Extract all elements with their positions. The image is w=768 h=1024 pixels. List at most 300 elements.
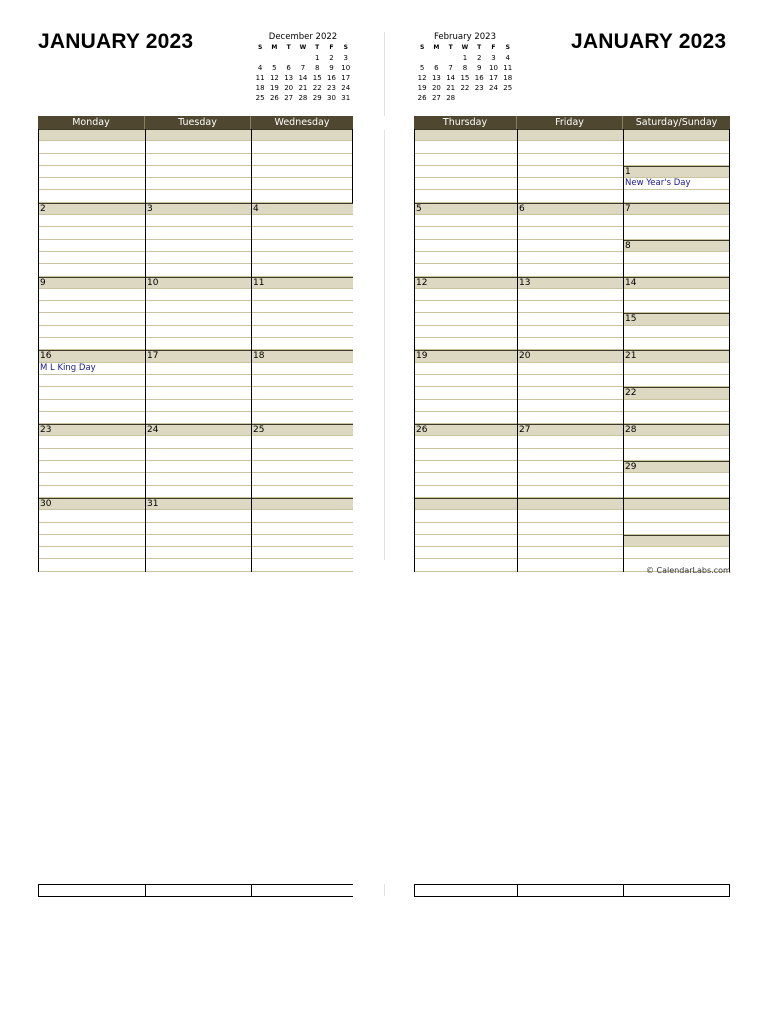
mini-calendar-date: 15 bbox=[460, 74, 470, 82]
mini-calendar-date: 10 bbox=[341, 64, 351, 72]
mini-calendar-date: 5 bbox=[272, 64, 277, 72]
note-line bbox=[39, 227, 145, 239]
note-line bbox=[415, 252, 517, 264]
note-line bbox=[518, 473, 623, 485]
mini-calendar-date: 12 bbox=[269, 74, 279, 82]
calendar-week bbox=[38, 424, 353, 498]
mini-calendar-dow: M bbox=[433, 44, 440, 51]
note-line bbox=[624, 486, 729, 498]
note-line bbox=[415, 264, 517, 276]
note-line bbox=[252, 301, 353, 313]
mini-calendar-date: 6 bbox=[434, 64, 439, 72]
day-number: 8 bbox=[624, 240, 729, 252]
mini-calendar-dow: T bbox=[286, 44, 291, 51]
holiday-label bbox=[39, 436, 145, 448]
note-line bbox=[415, 449, 517, 461]
note-line bbox=[146, 252, 251, 264]
note-line bbox=[624, 154, 729, 166]
mini-calendar-date: 10 bbox=[489, 64, 498, 72]
weekend-cell bbox=[623, 498, 730, 572]
holiday-label bbox=[252, 510, 353, 522]
mini-calendar-date: 26 bbox=[417, 94, 427, 102]
mini-calendar-date: 8 bbox=[462, 64, 468, 72]
holiday-label bbox=[39, 510, 145, 522]
day-cell bbox=[251, 277, 353, 351]
note-line bbox=[252, 240, 353, 252]
day-number: 1 bbox=[624, 166, 729, 178]
day-cell bbox=[414, 129, 517, 203]
mini-calendar-dow: S bbox=[257, 44, 263, 51]
note-line bbox=[146, 461, 251, 473]
note-line bbox=[146, 227, 251, 239]
note-line bbox=[39, 486, 145, 498]
weekday-header: Thursday bbox=[414, 116, 517, 129]
mini-calendar-dow: M bbox=[271, 44, 278, 51]
day-number bbox=[415, 498, 517, 510]
note-line bbox=[39, 387, 145, 399]
note-line bbox=[624, 190, 729, 202]
note-line bbox=[415, 535, 517, 547]
holiday-label bbox=[624, 326, 729, 338]
day-cell bbox=[145, 350, 251, 424]
day-cell bbox=[517, 350, 623, 424]
note-line bbox=[518, 326, 623, 338]
note-line bbox=[518, 412, 623, 424]
note-line bbox=[624, 338, 729, 350]
day-number: 26 bbox=[415, 424, 517, 436]
day-number: 5 bbox=[415, 203, 517, 215]
mini-calendar-dow: T bbox=[448, 44, 453, 51]
holiday-label bbox=[624, 436, 729, 448]
day-cell bbox=[517, 424, 623, 498]
note-line bbox=[39, 461, 145, 473]
mini-calendar-week bbox=[415, 53, 515, 63]
note-line bbox=[39, 313, 145, 325]
note-line bbox=[39, 535, 145, 547]
holiday-label: M L King Day bbox=[39, 363, 145, 375]
note-line bbox=[39, 301, 145, 313]
mini-calendar-date: 18 bbox=[255, 84, 265, 92]
note-line bbox=[146, 326, 251, 338]
note-line bbox=[415, 523, 517, 535]
note-line bbox=[146, 178, 251, 190]
mini-calendar-date: 22 bbox=[460, 84, 470, 92]
holiday-label bbox=[252, 215, 353, 227]
mini-calendar-date: 13 bbox=[284, 74, 294, 82]
note-line bbox=[146, 190, 251, 202]
mini-calendar-title: December 2022 bbox=[268, 32, 338, 42]
note-line bbox=[415, 141, 517, 153]
note-line bbox=[518, 190, 623, 202]
holiday-label bbox=[39, 215, 145, 227]
page-title-left: JANUARY 2023 bbox=[38, 30, 194, 53]
note-line bbox=[518, 436, 623, 448]
day-number: 11 bbox=[252, 277, 353, 289]
day-number bbox=[624, 498, 729, 510]
mini-calendar-date: 24 bbox=[341, 84, 351, 92]
day-cell bbox=[414, 277, 517, 351]
day-cell bbox=[251, 350, 353, 424]
note-line bbox=[39, 264, 145, 276]
weekend-cell bbox=[623, 203, 730, 277]
note-line bbox=[518, 289, 623, 301]
note-line bbox=[518, 252, 623, 264]
day-cell bbox=[145, 277, 251, 351]
mini-calendar-week bbox=[253, 83, 353, 93]
bottom-strip-left bbox=[38, 884, 353, 897]
mini-calendar-next-month bbox=[415, 32, 515, 103]
note-line bbox=[415, 510, 517, 522]
mini-calendar-date bbox=[415, 53, 429, 63]
note-line bbox=[252, 375, 353, 387]
mini-calendar-date: 17 bbox=[341, 74, 351, 82]
calendar-week bbox=[414, 203, 730, 277]
day-cell bbox=[414, 424, 517, 498]
note-line bbox=[252, 264, 353, 276]
note-line bbox=[415, 436, 517, 448]
day-number: 29 bbox=[624, 461, 729, 473]
mini-calendar-week bbox=[253, 93, 353, 103]
mini-calendar-prev-month bbox=[253, 32, 353, 103]
page-divider bbox=[384, 884, 385, 896]
note-line bbox=[252, 338, 353, 350]
holiday-label bbox=[252, 141, 352, 153]
page-divider bbox=[384, 130, 385, 560]
day-number: 7 bbox=[624, 203, 729, 215]
note-line bbox=[146, 240, 251, 252]
mini-calendar-date bbox=[458, 93, 472, 103]
mini-calendar-week bbox=[253, 73, 353, 83]
note-line bbox=[146, 535, 251, 547]
note-line bbox=[415, 559, 517, 571]
note-line bbox=[252, 178, 352, 190]
holiday-label bbox=[624, 289, 729, 301]
mini-calendar-date: 7 bbox=[448, 64, 453, 72]
mini-calendar-date bbox=[444, 53, 458, 63]
mini-calendar-date: 12 bbox=[417, 74, 427, 82]
mini-calendar-date: 23 bbox=[327, 84, 336, 92]
note-line bbox=[252, 547, 353, 559]
holiday-label bbox=[624, 473, 729, 485]
note-line bbox=[518, 166, 623, 178]
note-line bbox=[146, 375, 251, 387]
note-line bbox=[39, 547, 145, 559]
note-line bbox=[518, 400, 623, 412]
calendar-week bbox=[414, 129, 730, 203]
note-line bbox=[518, 510, 623, 522]
day-number bbox=[518, 498, 623, 510]
mini-calendar-date: 26 bbox=[269, 94, 279, 102]
note-line bbox=[39, 412, 145, 424]
mini-calendar-date: 11 bbox=[503, 64, 513, 72]
mini-calendar-dow: S bbox=[505, 44, 510, 51]
holiday-label bbox=[624, 215, 729, 227]
note-line bbox=[252, 387, 353, 399]
day-cell bbox=[38, 350, 145, 424]
note-line bbox=[252, 412, 353, 424]
bottom-strip-right bbox=[414, 884, 730, 897]
day-number: 2 bbox=[39, 203, 145, 215]
note-line bbox=[39, 326, 145, 338]
note-line bbox=[415, 363, 517, 375]
calendar-week bbox=[38, 277, 353, 351]
mini-calendar-date: 18 bbox=[503, 74, 513, 82]
note-line bbox=[415, 547, 517, 559]
note-line bbox=[252, 449, 353, 461]
day-number bbox=[146, 129, 251, 141]
day-cell bbox=[517, 203, 623, 277]
note-line bbox=[624, 449, 729, 461]
note-line bbox=[252, 400, 353, 412]
holiday-label bbox=[252, 363, 353, 375]
mini-calendar-date: 29 bbox=[312, 94, 322, 102]
mini-calendar-dow: T bbox=[315, 44, 320, 51]
day-number: 15 bbox=[624, 313, 729, 325]
note-line bbox=[518, 461, 623, 473]
note-line bbox=[252, 473, 353, 485]
note-line bbox=[146, 559, 251, 571]
note-line bbox=[415, 473, 517, 485]
weekday-header: Monday bbox=[38, 116, 145, 129]
calendar-week bbox=[414, 350, 730, 424]
note-line bbox=[415, 178, 517, 190]
note-line bbox=[39, 375, 145, 387]
note-line bbox=[518, 313, 623, 325]
calendar-week bbox=[38, 350, 353, 424]
day-cell bbox=[251, 203, 353, 277]
calendar-week bbox=[414, 277, 730, 351]
day-number: 30 bbox=[39, 498, 145, 510]
note-line bbox=[518, 227, 623, 239]
weekday-header: Tuesday bbox=[145, 116, 251, 129]
day-number: 31 bbox=[146, 498, 251, 510]
mini-calendar-date: 17 bbox=[489, 74, 498, 82]
mini-calendar-date: 28 bbox=[446, 94, 456, 102]
note-line bbox=[518, 154, 623, 166]
note-line bbox=[518, 264, 623, 276]
holiday-label bbox=[624, 510, 729, 522]
note-line bbox=[518, 178, 623, 190]
mini-calendar-date: 19 bbox=[269, 84, 279, 92]
holiday-label bbox=[624, 363, 729, 375]
note-line bbox=[146, 264, 251, 276]
note-line bbox=[518, 535, 623, 547]
note-line bbox=[146, 449, 251, 461]
weekday-header: Friday bbox=[517, 116, 623, 129]
note-line bbox=[415, 301, 517, 313]
mini-calendar-date bbox=[282, 53, 296, 63]
note-line bbox=[39, 523, 145, 535]
mini-calendar-date: 21 bbox=[298, 84, 308, 92]
mini-calendar-date: 7 bbox=[300, 64, 306, 72]
mini-calendar-date bbox=[429, 53, 443, 63]
mini-calendar-date: 9 bbox=[476, 64, 482, 72]
mini-calendar-week bbox=[253, 63, 353, 73]
mini-calendar-date bbox=[472, 93, 486, 103]
note-line bbox=[624, 523, 729, 535]
holiday-label bbox=[146, 363, 251, 375]
mini-calendar-date: 23 bbox=[474, 84, 484, 92]
calendar-week bbox=[414, 498, 730, 572]
note-line bbox=[518, 240, 623, 252]
note-line bbox=[146, 547, 251, 559]
weekday-header-row bbox=[38, 116, 353, 129]
note-line bbox=[39, 190, 145, 202]
mini-calendar-date bbox=[296, 53, 310, 63]
mini-calendar-date: 3 bbox=[343, 54, 348, 62]
mini-calendar-dow: W bbox=[461, 44, 469, 51]
mini-calendar-dow: S bbox=[343, 44, 348, 51]
note-line bbox=[252, 313, 353, 325]
day-number: 18 bbox=[252, 350, 353, 362]
note-line bbox=[624, 375, 729, 387]
note-line bbox=[252, 154, 352, 166]
note-line bbox=[415, 313, 517, 325]
note-line bbox=[415, 240, 517, 252]
note-line bbox=[252, 486, 353, 498]
note-line bbox=[39, 400, 145, 412]
mini-calendar-dow: F bbox=[329, 44, 334, 51]
page-divider bbox=[384, 32, 385, 116]
note-line bbox=[624, 301, 729, 313]
day-number: 19 bbox=[415, 350, 517, 362]
calendar-week bbox=[38, 129, 353, 203]
mini-calendar-date: 5 bbox=[419, 64, 425, 72]
day-cell bbox=[414, 203, 517, 277]
day-number bbox=[252, 129, 352, 141]
note-line bbox=[518, 375, 623, 387]
note-line bbox=[146, 486, 251, 498]
day-number: 17 bbox=[146, 350, 251, 362]
day-cell bbox=[38, 498, 145, 572]
mini-calendar-dow-row bbox=[415, 43, 515, 53]
day-number: 3 bbox=[146, 203, 251, 215]
day-cell bbox=[145, 203, 251, 277]
calendar-week bbox=[414, 424, 730, 498]
note-line bbox=[415, 400, 517, 412]
note-line bbox=[518, 141, 623, 153]
day-number: 9 bbox=[39, 277, 145, 289]
mini-calendar-dow: F bbox=[491, 44, 496, 51]
note-line bbox=[146, 412, 251, 424]
note-line bbox=[39, 252, 145, 264]
day-number bbox=[624, 129, 729, 141]
note-line bbox=[39, 473, 145, 485]
mini-calendar-date: 30 bbox=[327, 94, 336, 102]
note-line bbox=[252, 252, 353, 264]
note-line bbox=[518, 559, 623, 571]
weekend-cell bbox=[623, 277, 730, 351]
mini-calendar-dow: W bbox=[299, 44, 307, 51]
calendar-week bbox=[38, 498, 353, 572]
mini-calendar-date: 27 bbox=[284, 94, 294, 102]
note-line bbox=[415, 387, 517, 399]
note-line bbox=[415, 166, 517, 178]
note-line bbox=[518, 363, 623, 375]
mini-calendar-date: 14 bbox=[298, 74, 308, 82]
mini-calendar-title: February 2023 bbox=[434, 32, 496, 42]
weekend-cell bbox=[623, 129, 730, 203]
mini-calendar-date: 21 bbox=[446, 84, 456, 92]
day-number: 12 bbox=[415, 277, 517, 289]
day-cell bbox=[145, 424, 251, 498]
day-cell bbox=[414, 350, 517, 424]
note-line bbox=[415, 190, 517, 202]
note-line bbox=[146, 338, 251, 350]
weekend-cell bbox=[623, 424, 730, 498]
mini-calendar-date: 25 bbox=[255, 94, 265, 102]
day-cell bbox=[145, 129, 251, 203]
calendar-week bbox=[38, 203, 353, 277]
day-number: 23 bbox=[39, 424, 145, 436]
mini-calendar-date: 2 bbox=[476, 54, 482, 62]
holiday-label bbox=[146, 510, 251, 522]
mini-calendar-date: 9 bbox=[329, 64, 334, 72]
mini-calendar-week bbox=[415, 83, 515, 93]
note-line bbox=[252, 326, 353, 338]
mini-calendar-date: 25 bbox=[503, 84, 513, 92]
day-number bbox=[39, 129, 145, 141]
holiday-label bbox=[624, 547, 729, 559]
day-cell bbox=[251, 498, 353, 572]
note-line bbox=[415, 289, 517, 301]
holiday-label bbox=[146, 436, 251, 448]
day-number: 25 bbox=[252, 424, 353, 436]
mini-calendar-dow-row bbox=[253, 43, 353, 53]
note-line bbox=[415, 326, 517, 338]
day-cell bbox=[251, 129, 353, 203]
note-line bbox=[518, 486, 623, 498]
day-number bbox=[624, 535, 729, 547]
note-line bbox=[39, 178, 145, 190]
holiday-label bbox=[252, 289, 353, 301]
note-line bbox=[146, 387, 251, 399]
calendar-grid-right bbox=[414, 116, 730, 572]
note-line bbox=[415, 227, 517, 239]
mini-calendar-week bbox=[415, 73, 515, 83]
note-line bbox=[146, 154, 251, 166]
note-line bbox=[146, 400, 251, 412]
day-number: 4 bbox=[252, 203, 353, 215]
day-number bbox=[252, 498, 353, 510]
note-line bbox=[518, 523, 623, 535]
weekday-header: Wednesday bbox=[274, 117, 330, 128]
weekday-header: Saturday/Sunday bbox=[635, 117, 718, 128]
calendar-grid-left bbox=[38, 116, 353, 572]
day-cell bbox=[517, 498, 623, 572]
weekend-cell bbox=[623, 350, 730, 424]
day-cell bbox=[38, 129, 145, 203]
holiday-label bbox=[252, 436, 353, 448]
note-line bbox=[518, 547, 623, 559]
note-line bbox=[518, 387, 623, 399]
day-cell bbox=[251, 424, 353, 498]
day-cell bbox=[38, 424, 145, 498]
note-line bbox=[415, 461, 517, 473]
note-line bbox=[415, 215, 517, 227]
holiday-label bbox=[624, 400, 729, 412]
note-line bbox=[415, 338, 517, 350]
note-line bbox=[252, 523, 353, 535]
mini-calendar-date: 4 bbox=[505, 54, 510, 62]
mini-calendar-date: 4 bbox=[257, 64, 263, 72]
page-title-right: JANUARY 2023 bbox=[571, 30, 727, 53]
day-cell bbox=[38, 203, 145, 277]
mini-calendar-date bbox=[253, 53, 267, 63]
note-line bbox=[624, 412, 729, 424]
mini-calendar-date: 16 bbox=[474, 74, 484, 82]
holiday-label bbox=[146, 289, 251, 301]
